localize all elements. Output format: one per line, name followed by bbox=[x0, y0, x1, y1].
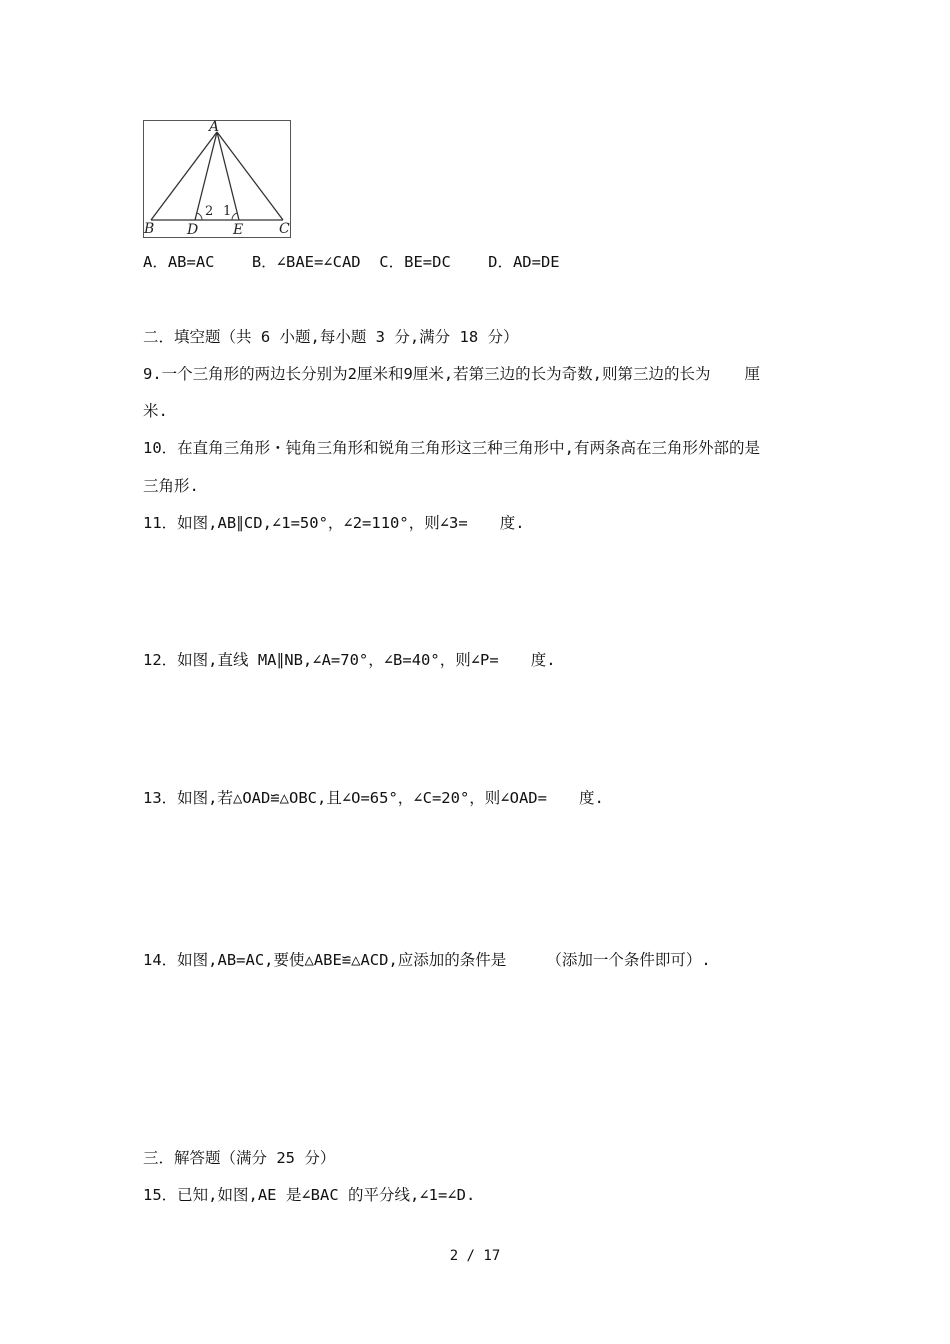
q11-unit: 度. bbox=[499, 514, 525, 532]
q9-line-2: 米. bbox=[143, 402, 168, 420]
q10-line-1: 10．在直角三角形・钝角三角形和锐角三角形这三种三角形中,有两条高在三角形外部的是 bbox=[143, 439, 760, 457]
q12-unit: 度. bbox=[530, 651, 556, 669]
angle-1-arc bbox=[232, 213, 237, 220]
q10-line-2: 三角形. bbox=[143, 477, 199, 495]
section-3-heading: 三．解答题（满分 25 分） bbox=[143, 1149, 336, 1167]
q12 bbox=[143, 650, 556, 670]
section-2-heading: 二．填空题（共 6 小题,每小题 3 分,满分 18 分） bbox=[143, 328, 519, 346]
page-number: 2 / 17 bbox=[449, 1248, 501, 1264]
label-d: D bbox=[187, 222, 199, 238]
q14-text: 14．如图,AB=AC,要使△ABE≌△ACD,应添加的条件是 bbox=[143, 951, 507, 969]
q9-unit-start: 厘 bbox=[744, 365, 761, 383]
q13-text: 13．如图,若△OAD≌△OBC,且∠O=65°，∠C=20°，则∠OAD= bbox=[143, 789, 547, 807]
label-e: E bbox=[233, 222, 244, 238]
triangle-diagram bbox=[143, 120, 291, 238]
label-angle-1: 1 bbox=[223, 204, 232, 219]
q11-text: 11．如图,AB∥CD,∠1=50°，∠2=110°，则∠3= bbox=[143, 514, 468, 532]
label-b: B bbox=[144, 221, 155, 237]
triangle-figure bbox=[143, 120, 291, 238]
q13-unit: 度. bbox=[578, 789, 604, 807]
label-a: A bbox=[209, 120, 220, 135]
q8-options: A．AB=AC B．∠BAE=∠CAD C．BE=DC D．AD=DE bbox=[143, 253, 560, 271]
q14-note: （添加一个条件即可）. bbox=[546, 951, 711, 969]
q15: 15．已知,如图,AE 是∠BAC 的平分线,∠1=∠D. bbox=[143, 1186, 476, 1204]
q9-text: 9.一个三角形的两边长分别为2厘米和9厘米,若第三边的长为奇数,则第三边的长为 bbox=[143, 365, 711, 383]
q9-line-1 bbox=[143, 364, 760, 384]
angle-2-arc bbox=[197, 213, 202, 220]
q11 bbox=[143, 513, 525, 533]
q14 bbox=[143, 950, 711, 970]
q12-text: 12．如图,直线 MA∥NB,∠A=70°，∠B=40°，则∠P= bbox=[143, 651, 499, 669]
label-angle-2: 2 bbox=[205, 204, 214, 219]
q13 bbox=[143, 788, 604, 808]
label-c: C bbox=[279, 221, 290, 237]
